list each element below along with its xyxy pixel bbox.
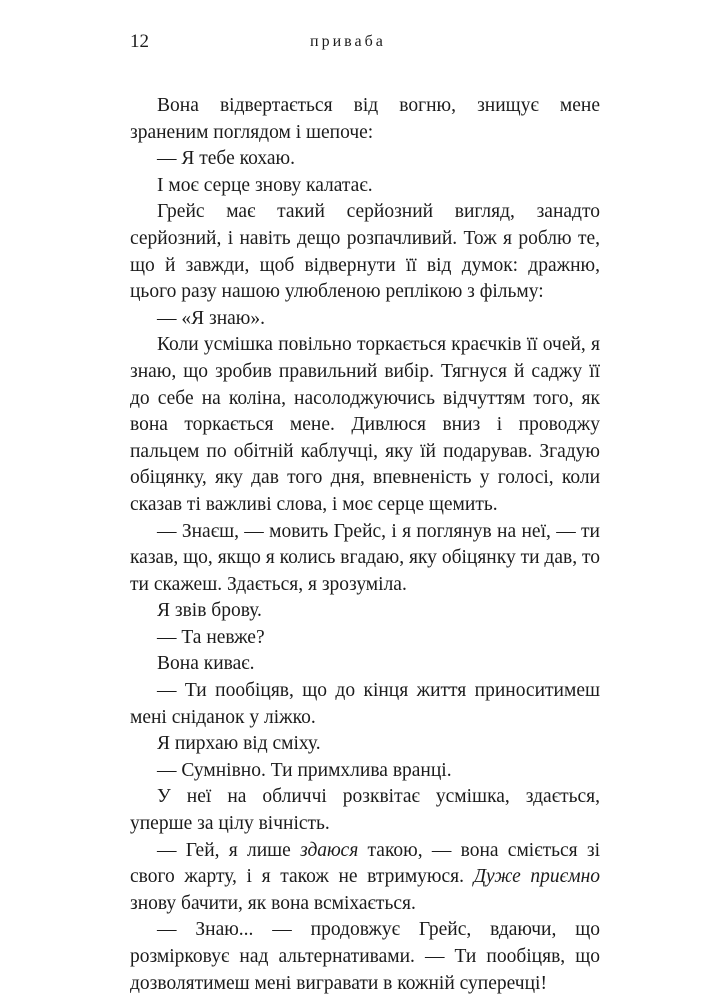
paragraph: І моє серце знову калатає. (157, 174, 373, 196)
paragraph: Я звів брову. (157, 600, 262, 622)
paragraph: — Знаю... — продовжує Грейс, вдаючи, що розмірковує над альтернативами. — Ти пообіцяв, що дозволятимеш мені вигравати в кожній суперечці! (130, 919, 600, 994)
paragraph: Грейс має такий серйозний вигляд, занадто серйозний, і навіть дещо розпачливий. Тож я роблю те, що й завжди, щоб відвернути її від думок: дражню, цього разу нашою улюбленою реплікою з фільму: (130, 201, 600, 303)
body-text (130, 93, 600, 997)
paragraph: — Сумнівно. Ти примхлива вранці. (157, 759, 452, 781)
paragraph: — «Я знаю». (157, 307, 265, 329)
running-title: приваба (310, 33, 386, 50)
italic-emphasis: здаюся (300, 839, 359, 861)
paragraph: — Ти пообіцяв, що до кінця життя приноситимеш мені сніданок у ліжко. (130, 680, 600, 728)
page-header (130, 30, 600, 54)
paragraph: — Та невже? (157, 626, 265, 648)
paragraph: У неї на обличчі розквітає усмішка, здається, уперше за цілу вічність. (130, 786, 600, 835)
paragraph: Вона киває. (157, 653, 255, 675)
text-run: — Гей, я лише (157, 839, 301, 861)
page-number: 12 (130, 31, 149, 52)
paragraph: Коли усмішка повільно торкається краєчків її очей, я знаю, що зробив правильний вибір. Тягнуся й саджу її до себе на коліна, насолоджуючись відчуттям того, як вона торкається мене. Дивлюся вниз і проводжу пальцем по обітній каблучці, яку їй подарував. Згадую обіцянку, яку дав того дня, впевненість у голосі, коли сказав ті важливі слова, і моє серце щемить. (130, 334, 600, 515)
paragraph: — Знаєш, — мовить Грейс, і я поглянув на неї, — ти казав, що, якщо я колись вгадаю, яку обіцянку ти дав, то ти скажеш. Здається, я зрозуміла. (130, 520, 600, 595)
paragraph-with-italics (130, 838, 600, 918)
paragraph: Вона відвертається від вогню, знищує мене зраненим поглядом і шепоче: (130, 95, 600, 143)
text-run: знову бачити, як вона всміхається. (130, 892, 416, 914)
text-run: такою, — вона сміється зі свого жарту, і я також не втримуюся. (130, 839, 601, 888)
italic-emphasis: Дуже приємно (473, 866, 601, 888)
paragraph: — Я тебе кохаю. (157, 148, 295, 170)
paragraph: Я пирхаю від сміху. (157, 733, 321, 755)
